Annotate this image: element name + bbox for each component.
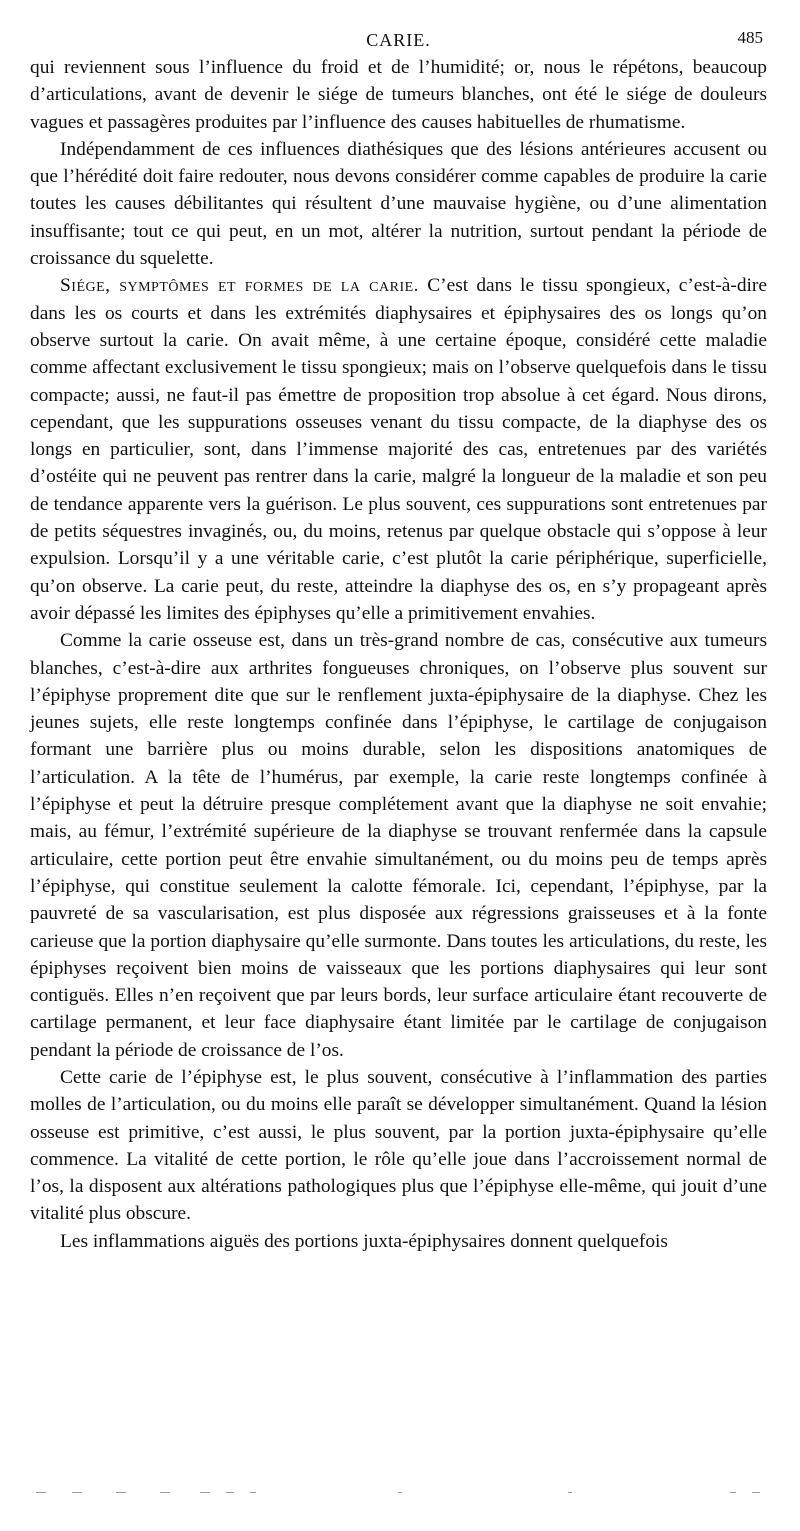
scan-mark — [568, 1492, 572, 1493]
body-text — [30, 54, 767, 1255]
book-page — [30, 26, 767, 1255]
scan-mark — [72, 1492, 82, 1493]
footer-scan-marks — [30, 1492, 767, 1496]
paragraph-2 — [30, 136, 767, 272]
paragraph-3 — [30, 272, 767, 627]
scan-mark — [36, 1492, 46, 1493]
scan-mark — [160, 1492, 170, 1493]
scan-mark — [200, 1492, 210, 1493]
paragraph-1 — [30, 54, 767, 136]
paragraph-4 — [30, 627, 767, 1064]
scan-mark — [116, 1492, 126, 1493]
running-head — [30, 26, 767, 54]
page-number: 485 — [737, 28, 763, 47]
scan-mark — [398, 1492, 402, 1493]
running-title: CARIE. — [366, 30, 431, 50]
paragraph-text: qui reviennent sous l’influence du froid et de l’humidité; or, nous le répétons, beaucoup d’articulations, avant de devenir le siége de tumeurs blanches, ont été le siége de douleurs vagues et passagères produites par l’influence des causes habituelles de rhumatisme. — [30, 57, 767, 133]
scan-mark — [730, 1492, 736, 1493]
paragraph-text: Comme la carie osseuse est, dans un très-grand nombre de cas, consécutive aux tumeurs blanches, c’est-à-dire aux arthrites fongueuses chroniques, on l’observe plus souvent sur l’épiphyse proprement dite que sur le renflement juxta-épiphysaire de la diaphyse. Chez les jeunes sujets, elle reste longtemps confinée dans l’épiphyse, le cartilage de conjugaison formant une barrière plus ou moins durable, selon les dispositions anatomiques de l’articulation. A la tête de l’humérus, par exemple, la carie reste longtemps confinée à l’épiphyse et peut la détruire presque complétement avant que la diaphyse ne soit envahie; mais, au fémur, l’extrémité supérieure de la diaphyse se trouvant renfermée dans la capsule articulaire, cette portion peut être envahie simultanément, ou du moins peu de temps après l’épiphyse, qui constitue seulement la calotte fémorale. Ici, cependant, l’épiphyse, par la pauvreté de sa vascularisation, est plus disposée aux régressions graisseuses et à la fonte carieuse que la portion diaphysaire qu’elle surmonte. Dans toutes les articulations, du reste, les épiphyses reçoivent bien moins de vaisseaux que les portions diaphysaires qui leur sont contiguës. Elles n’en reçoivent que par leurs bords, leur surface articulaire étant recouverte de cartilage permanent, et leur face diaphysaire étant limitée par le cartilage de conjugaison pendant la période de croissance de l’os. — [30, 630, 767, 1061]
paragraph-5 — [30, 1064, 767, 1228]
section-heading: Siége, symptômes et formes de la carie. — [60, 275, 420, 297]
scan-mark — [752, 1492, 760, 1493]
paragraph-text: C’est dans le tissu spongieux, c’est-à-dire dans les os courts et dans les extrémités diaphysaires et épiphysaires des os longs qu’on observe surtout la carie. On avait même, à une certaine époque, considéré cette maladie comme affectant exclusivement le tissu spongieux; mais on l’observe quelquefois dans le tissu compacte; aussi, ne faut-il pas émettre de proposition trop absolue à cet égard. Nous dirons, cependant, que les suppurations osseuses venant du tissu compacte, de la diaphyse des os longs en particulier, sont, dans l’immense majorité des cas, entretenues par des variétés d’ostéite qui ne peuvent pas rentrer dans la carie, malgré la longueur de la maladie et son peu de tendance apparente vers la guérison. Le plus souvent, ces suppurations sont entretenues par de petits séquestres invaginés, ou, du moins, retenus par quelque obstacle qui s’oppose à leur expulsion. Lorsqu’il y a une véritable carie, c’est plutôt la carie périphérique, superficielle, qu’on observe. La carie peut, du reste, atteindre la diaphyse des os, en s’y propageant après avoir dépassé les limites des épiphyses qu’elle a primitivement envahies. — [30, 275, 768, 624]
scan-mark — [226, 1492, 234, 1493]
scan-mark — [250, 1492, 256, 1493]
paragraph-text: Indépendamment de ces influences diathésiques que des lésions antérieures accusent ou que l’hérédité doit faire redouter, nous devons considérer comme capables de produire la carie toutes les causes débilitantes qui résultent d’une mauvaise hygiène, ou d’une alimentation insuffisante; tout ce qui peut, en un mot, altérer la nutrition, surtout pendant la période de croissance du squelette. — [30, 138, 767, 270]
paragraph-6 — [30, 1228, 767, 1255]
paragraph-text: Les inflammations aiguës des portions juxta-épiphysaires donnent quelquefois — [60, 1230, 668, 1252]
paragraph-text: Cette carie de l’épiphyse est, le plus souvent, consécutive à l’inflammation des parties molles de l’articulation, ou du moins elle paraît se développer simultanément. Quand la lésion osseuse est primitive, c’est aussi, le plus souvent, par la portion juxta-épiphysaire qu’elle commence. La vitalité de cette portion, le rôle qu’elle joue dans l’accroissement normal de l’os, la disposent aux altérations pathologiques plus que l’épiphyse elle-même, qui jouit d’une vitalité plus obscure. — [30, 1066, 767, 1225]
